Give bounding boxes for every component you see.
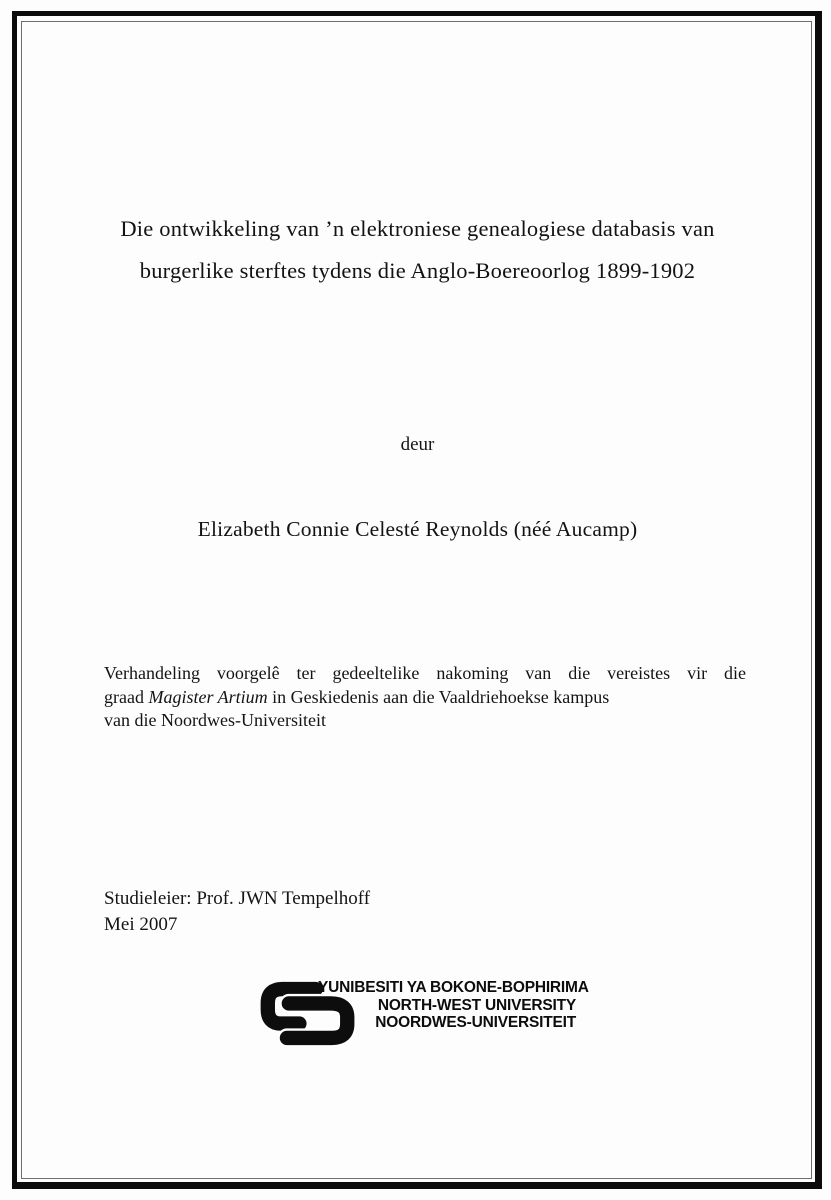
logo-text-english: NORTH-WEST UNIVERSITY (377, 996, 576, 1014)
author-name: Elizabeth Connie Celesté Reynolds (néé Aucamp) (197, 517, 638, 541)
logo-text-afrikaans: NOORDWES-UNIVERSITEIT (375, 1014, 576, 1031)
submission-line-3: van die Noordwes-Universiteit (104, 710, 326, 730)
logo-text-setswana: YUNIBESITI YA BOKONE-BOPHIRIMA (318, 979, 589, 996)
submission-line-2-suffix: in Geskiedenis aan die Vaaldriehoekse kampus (267, 686, 610, 707)
thesis-title-line-1: Die ontwikkeling van ’n elektroniese genealogiese databasis van (120, 216, 715, 241)
submission-statement (104, 662, 746, 733)
thesis-title (20, 208, 815, 292)
submission-line-2 (104, 686, 746, 710)
date-line: Mei 2007 (104, 914, 178, 935)
supervisor-line: Studieleier: Prof. JWN Tempelhoff (104, 888, 371, 909)
thesis-title-line-2: burgerlike sterftes tydens die Anglo-Boereoorlog 1899-1902 (139, 258, 696, 283)
degree-name: Magister Artium (148, 686, 268, 707)
submission-line-1: Verhandeling voorgelê ter gedeeltelike nakoming van die vereistes vir die (104, 663, 746, 683)
university-logo (258, 979, 589, 1049)
supervisor-block (104, 886, 370, 938)
submission-line-2-prefix: graad (104, 686, 149, 707)
byline-label: deur (400, 434, 435, 455)
university-logo-text (318, 979, 589, 1032)
